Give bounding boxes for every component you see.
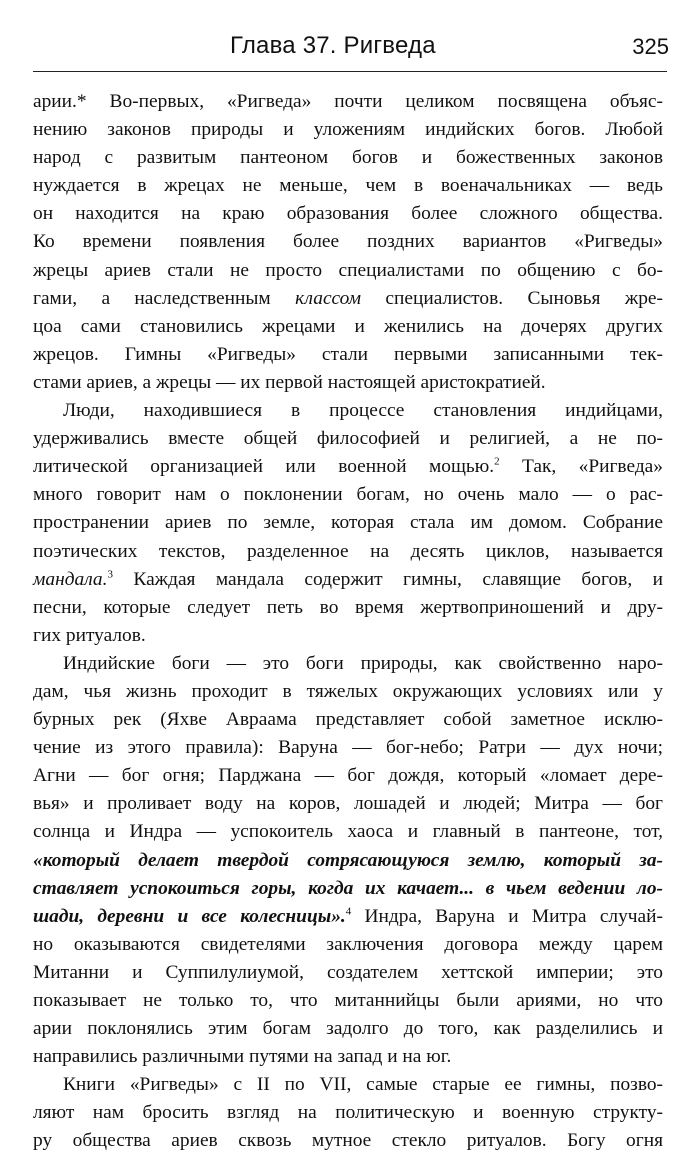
text-line: бурных рек (Яхве Авраама представляет собой заметное исклю- bbox=[33, 709, 663, 731]
chapter-title: Глава 37. Ригведа bbox=[230, 32, 436, 59]
text-line: удерживались вместе общей философией и религией, а не по- bbox=[33, 428, 663, 450]
text-line: поэтических текстов, разделенное на десять циклов, называется bbox=[33, 540, 663, 562]
text-line: арии.* Во-первых, «Ригведа» почти целиком посвящена объяс- bbox=[33, 91, 663, 112]
text-line: «который делает твердой сотрясающуюся землю, который за- bbox=[33, 849, 663, 871]
text-line: Ко времени появления более поздних вариантов «Ригведы» bbox=[33, 231, 663, 253]
text-line: ру общества ариев сквозь мутное стекло ритуалов. Богу огня bbox=[33, 1130, 663, 1152]
text-line: вья» и проливает воду на коров, лошадей и людей; Митра — бог bbox=[33, 793, 663, 815]
body-text bbox=[33, 88, 663, 1156]
text-line: Агни — бог огня; Парджана — бог дождя, который «ломает дере- bbox=[33, 765, 663, 787]
text-line: гами, а наследственным классом специалистов. Сыновья жре- bbox=[33, 287, 663, 309]
paragraph bbox=[33, 1071, 663, 1155]
text-line: гих ритуалов. bbox=[33, 624, 146, 646]
text-line: Индийские боги — это боги природы, как свойственно наро- bbox=[63, 652, 663, 674]
text-line: Люди, находившиеся в процессе становления индийцами, bbox=[63, 400, 663, 422]
text-line: солнца и Индра — успокоитель хаоса и главный в пантеоне, тот, bbox=[33, 821, 663, 843]
text-line: мандала.$^3$ Каждая мандала содержит гимны, славящие богов, и bbox=[33, 568, 663, 590]
text-line: шади, деревни и все колесницы».$^4$ Индра, Варуна и Митра случай- bbox=[33, 905, 663, 927]
text-line: пространении ариев по земле, которая стала им домом. Собрание bbox=[33, 512, 663, 534]
text-line: он находится на краю образования более сложного общества. bbox=[33, 203, 663, 225]
text-line: направились различными путями на запад и на юг. bbox=[33, 1046, 452, 1068]
text-line: показывает не только то, что митаннийцы были ариями, но что bbox=[33, 990, 663, 1011]
text-line: нению законов природы и уложениям индийских богов. Любой bbox=[33, 119, 663, 141]
text-line: Митанни и Суппилулиумой, создателем хеттской империи; это bbox=[33, 961, 663, 983]
text-line: песни, которые следует петь во время жертвоприношений и дру- bbox=[33, 596, 663, 618]
text-line: Книги «Ригведы» с II по VII, самые старые ее гимны, позво- bbox=[63, 1074, 663, 1096]
text-line: дам, чья жизнь проходит в тяжелых окружающих условиях или у bbox=[33, 680, 663, 702]
text-line: народ с развитым пантеоном богов и божественных законов bbox=[33, 147, 663, 169]
text-line: литической организацией или военной мощью.$^2$ Так, «Ригведа» bbox=[33, 455, 663, 478]
text-line: жрецов. Гимны «Ригведы» стали первыми записанными тек- bbox=[33, 343, 663, 365]
text-line: жрецы ариев стали не просто специалистами по общению с бо- bbox=[33, 259, 663, 281]
text-line: но оказываются свидетелями заключения договора между царем bbox=[33, 933, 663, 955]
page-number: 325 bbox=[632, 34, 669, 59]
text-line: нуждается в жрецах не меньше, чем в военачальниках — ведь bbox=[33, 175, 663, 197]
text-line: ставляет успокоиться горы, когда их качает... в чьем ведении ло- bbox=[33, 877, 663, 899]
text-line: чение из этого правила): Варуна — бог-небо; Ратри — дух ночи; bbox=[33, 737, 663, 759]
text-line: стами ариев, а жрецы — их первой настоящей аристократией. bbox=[33, 371, 546, 393]
text-line: арии поклонялись этим богам задолго до того, как разделились и bbox=[33, 1018, 663, 1040]
running-header bbox=[0, 28, 697, 68]
text-line: ляют нам бросить взгляд на политическую и военную структу- bbox=[33, 1102, 663, 1124]
paragraph bbox=[33, 650, 663, 1071]
header-divider bbox=[33, 71, 667, 72]
text-line: цоа сами становились жрецами и женились на дочерях других bbox=[33, 315, 663, 337]
paragraph bbox=[33, 397, 663, 650]
text-line: много говорит нам о поклонении богам, но очень мало — о рас- bbox=[33, 484, 663, 506]
paragraph bbox=[33, 88, 663, 397]
